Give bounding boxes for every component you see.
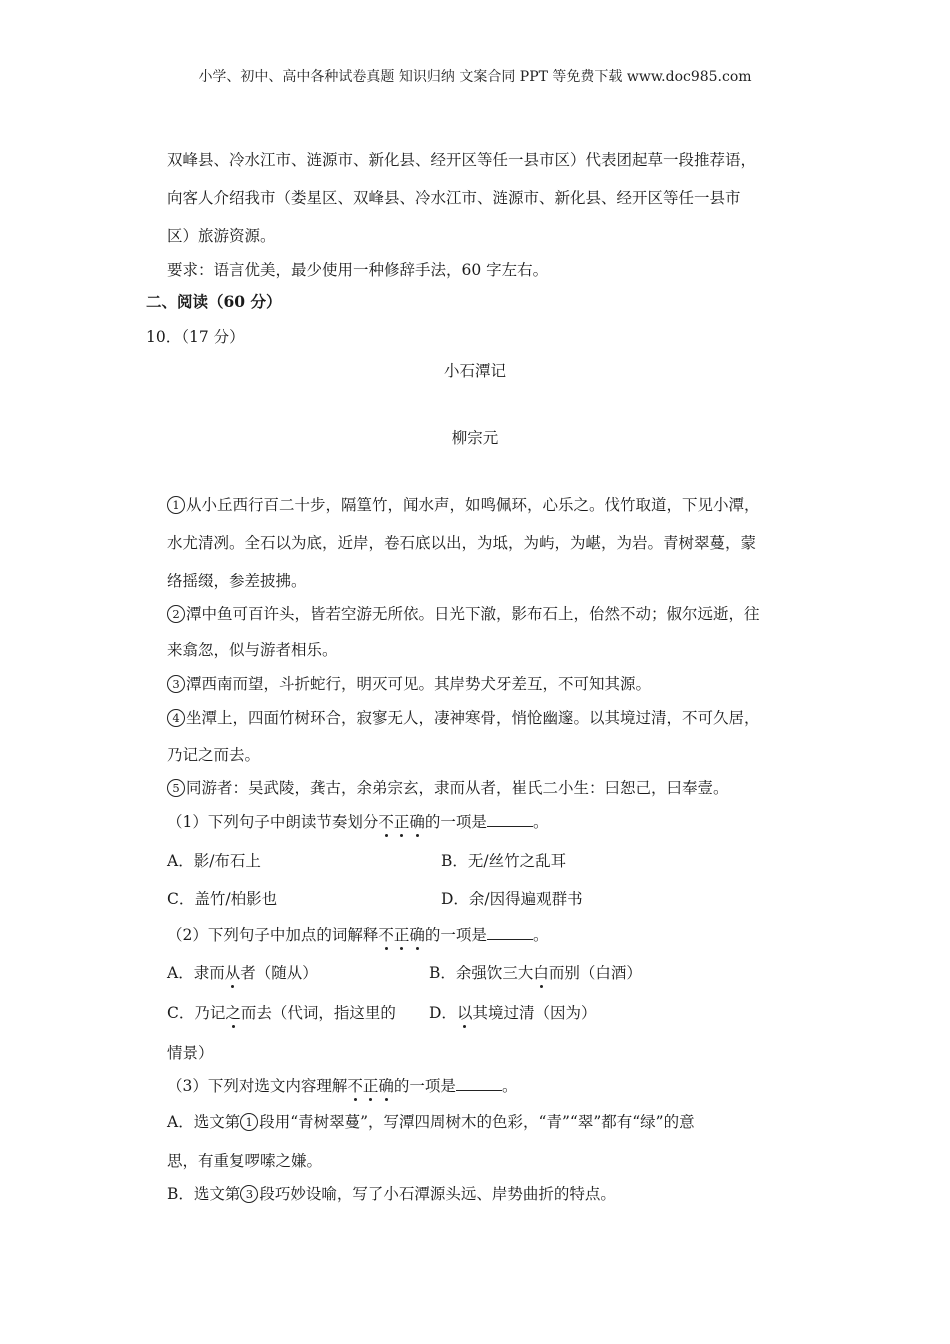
p4-line-1-text: 坐潭上，四面竹树环合，寂寥无人，凄神寒骨，悄怆幽邃。以其境过清，不可久居，: [186, 709, 760, 727]
q1-emphasis-1: 不: [378, 810, 394, 832]
intro-line-2: 向客人介绍我市（娄星区、双峰县、冷水江市、涟源市、新化县、经开区等任一县市: [167, 189, 741, 207]
p3-line-1-text: 潭西南而望，斗折蛇行，明灭可见。其岸势犬牙差互，不可知其源。: [186, 675, 652, 693]
q3-stem-text-2: 的一项是: [393, 1077, 456, 1095]
q2-emphasis-3: 确: [409, 923, 425, 945]
q2-stem-end: 。: [532, 926, 549, 944]
q3-emphasis-2: 正: [363, 1074, 379, 1096]
q2-emphasis-1: 不: [378, 923, 394, 945]
q3-b-post: 段巧妙设喻，写了小石潭源头远、岸势曲折的特点。: [259, 1185, 616, 1203]
section-title: 二、阅读（60 分）: [146, 292, 282, 311]
intro-requirement: 要求：语言优美，最少使用一种修辞手法，60 字左右。: [167, 261, 549, 279]
q2-a-post: 者（随从）: [240, 964, 318, 982]
q2-option-a: [167, 961, 318, 983]
q1-emphasis-3: 确: [409, 810, 425, 832]
p5-line-1-text: 同游者：吴武陵，龚古，余弟宗玄，隶而从者，崔氏二小生：曰恕己，曰奉壹。: [186, 779, 729, 797]
passage-p4-line-1: [167, 706, 760, 728]
paragraph-number-ref: 1: [240, 1113, 258, 1131]
passage-p3-line-1: [167, 672, 651, 694]
q3-a-pre: A．选文第: [167, 1113, 241, 1131]
paragraph-number-5: 5: [167, 779, 185, 797]
passage-author: 柳宗元: [451, 429, 499, 447]
q2-b-post: 而别（白酒）: [548, 964, 642, 982]
question-label: 10．（17 分）: [146, 328, 245, 346]
paragraph-number-ref: 3: [240, 1185, 258, 1203]
intro-line-1-text: 双峰县、冷水江市、涟源市、新化县、经开区等任一县市区）代表团起草一段推荐语，: [167, 151, 757, 169]
q2-c-post: 而去（代词，指这里的: [240, 1004, 396, 1022]
q3-stem-end: 。: [501, 1077, 518, 1095]
answer-blank: [487, 927, 533, 940]
intro-line-3: 区）旅游资源。: [167, 227, 276, 245]
q3-option-b: [167, 1182, 616, 1204]
q2-b-dotted-word: 白: [533, 961, 549, 983]
answer-blank: [487, 814, 533, 827]
paragraph-number-1: 1: [167, 496, 185, 514]
q1-emphasis-2: 正: [394, 810, 410, 832]
q2-c-dotted-word: 之: [225, 1001, 241, 1023]
q2-option-c-continued: 情景）: [167, 1044, 214, 1062]
q2-c-pre: C．乃记: [167, 1004, 226, 1022]
q2-a-pre: A．隶而: [167, 964, 225, 982]
q2-a-dotted-word: 从: [225, 961, 241, 983]
q3-stem: [167, 1074, 517, 1096]
q3-option-a-line-1: [167, 1110, 695, 1132]
passage-p1-line-1: [167, 493, 760, 515]
paragraph-number-2: 2: [167, 605, 185, 623]
passage-p2-line-2: 来翕忽，似与游者相乐。: [167, 641, 338, 659]
q3-b-pre: B．选文第: [167, 1185, 241, 1203]
q1-stem-text-2: 的一项是: [424, 813, 487, 831]
q2-option-c: [167, 1001, 396, 1023]
passage-p5-line-1: [167, 776, 729, 798]
q1-stem-text: （1）下列句子中朗读节奏划分: [167, 813, 379, 831]
q2-stem: [167, 923, 548, 945]
q1-option-c: C．盖竹/柏影也: [167, 890, 278, 908]
q2-option-b: [429, 961, 642, 983]
p1-line-1-text: 从小丘西行百二十步，隔篁竹，闻水声，如鸣佩环，心乐之。伐竹取道，下见小潭，: [186, 496, 760, 514]
passage-p1-line-2: 水尤清冽。全石以为底，近岸，卷石底以出，为坻，为屿，为嵁，为岩。青树翠蔓，蒙: [167, 534, 757, 552]
q2-emphasis-2: 正: [394, 923, 410, 945]
q2-b-pre: B．余强饮三大: [429, 964, 534, 982]
q2-d-pre: D．: [429, 1004, 457, 1022]
q3-a-post: 段用“青树翠蔓”，写潭四周树木的色彩，“青”“翠”都有“绿”的意: [259, 1113, 695, 1131]
q1-stem: [167, 810, 548, 832]
q2-d-dotted-word: 以: [457, 1001, 473, 1023]
paragraph-number-4: 4: [167, 709, 185, 727]
q2-option-d: [429, 1001, 596, 1023]
q3-emphasis-1: 不: [347, 1074, 363, 1096]
q3-option-a-line-2: 思，有重复啰嗦之嫌。: [167, 1152, 323, 1170]
answer-blank: [456, 1078, 502, 1091]
passage-p1-line-3: 络摇缀，参差披拂。: [167, 572, 307, 590]
p2-line-1-text: 潭中鱼可百许头，皆若空游无所依。日光下澈，影布石上，佁然不动；俶尔远逝，往: [186, 605, 760, 623]
passage-p2-line-1: [167, 602, 760, 624]
page-header: 小学、初中、高中各种试卷真题 知识归纳 文案合同 PPT 等免费下载 www.doc985.com: [198, 69, 752, 85]
q2-stem-text: （2）下列句子中加点的词解释: [167, 926, 379, 944]
q1-option-d: D．余/因得遍观群书: [441, 890, 583, 908]
intro-line-1: [167, 148, 805, 170]
q1-option-a: A．影/布石上: [167, 852, 261, 870]
passage-title: 小石潭记: [443, 362, 506, 380]
passage-p4-line-2: 乃记之而去。: [167, 746, 261, 764]
q2-d-post: 其境过清（因为）: [472, 1004, 597, 1022]
q3-emphasis-3: 确: [378, 1074, 394, 1096]
q3-stem-text: （3）下列对选文内容理解: [167, 1077, 348, 1095]
q2-stem-text-2: 的一项是: [424, 926, 487, 944]
q1-option-b: B．无/丝竹之乱耳: [441, 852, 567, 870]
paragraph-number-3: 3: [167, 675, 185, 693]
q1-stem-end: 。: [532, 813, 549, 831]
